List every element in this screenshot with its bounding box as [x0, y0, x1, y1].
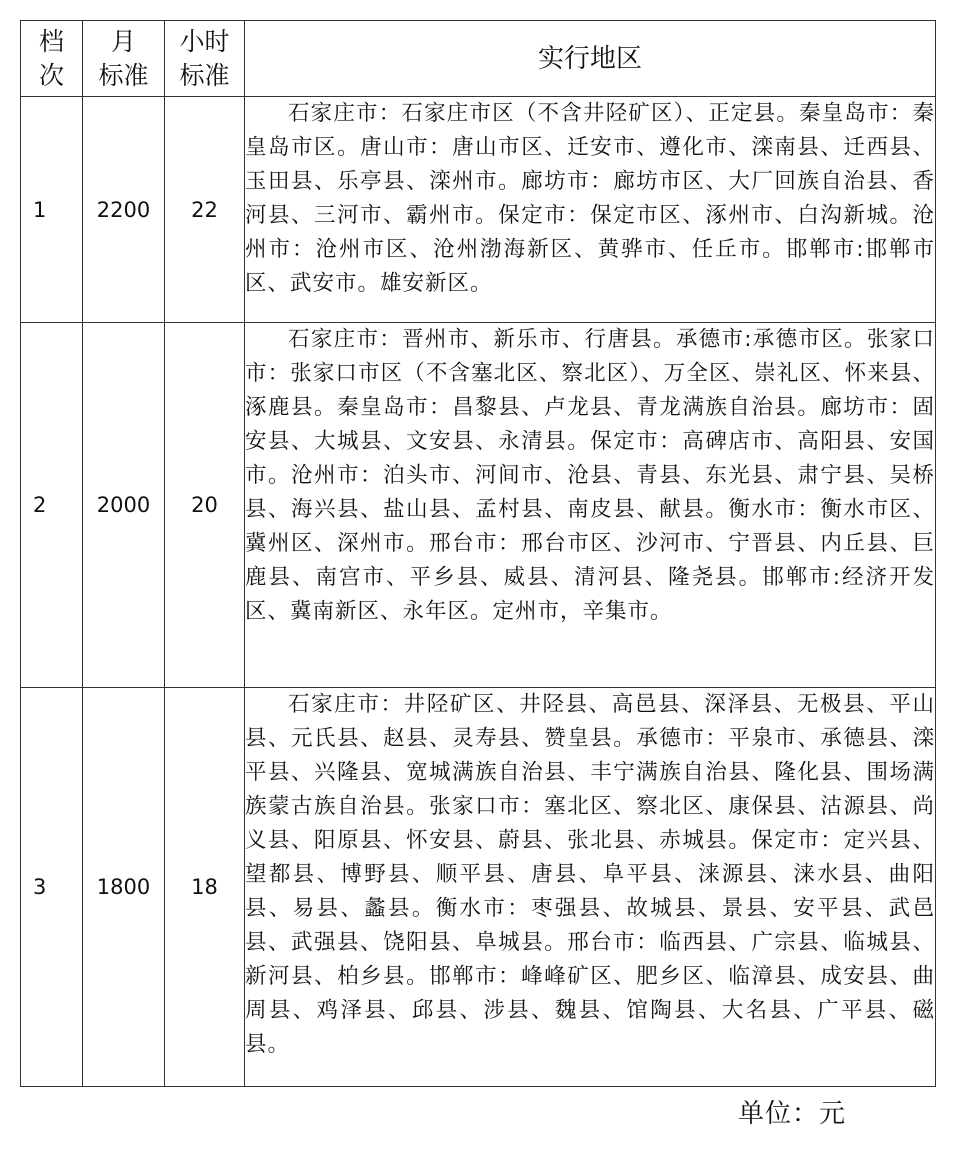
region-cell: 石家庄市：石家庄市区（不含井陉矿区）、正定县。秦皇岛市：秦皇岛市区。唐山市：唐山市区、迁安市、遵化市、滦南县、迁西县、玉田县、乐亭县、滦州市。廊坊市：廊坊市区、大厂回族自治县、香河县、三河市、霸州市。保定市：保定市区、涿州市、白沟新城。沧州市：沧州市区、沧州渤海新区、黄骅市、任丘市。邯郸市:邯郸市区、武安市。雄安新区。	[245, 97, 936, 323]
table-header-row	[21, 21, 936, 97]
tier-cell: 3	[21, 688, 83, 1087]
table-row	[21, 688, 936, 1087]
table-row	[21, 97, 936, 323]
header-tier-line2: 次	[38, 60, 64, 90]
tier-cell: 2	[21, 323, 83, 688]
tier-cell: 1	[21, 97, 83, 323]
header-monthly-line2: 标准	[98, 60, 149, 90]
header-region: 实行地区	[245, 21, 936, 97]
minimum-wage-table	[20, 20, 936, 1087]
hourly-standard-cell: 22	[165, 97, 245, 323]
header-hourly-line2: 标准	[179, 60, 230, 90]
unit-note: 单位：元	[738, 1099, 847, 1129]
hourly-standard-cell: 20	[165, 323, 245, 688]
header-tier	[21, 21, 83, 97]
header-tier-line1: 档	[38, 26, 64, 56]
header-hourly-standard	[165, 21, 245, 97]
header-hourly-line1: 小时	[179, 26, 230, 56]
hourly-standard-cell: 18	[165, 688, 245, 1087]
monthly-standard-cell: 2000	[83, 323, 165, 688]
region-cell: 石家庄市：井陉矿区、井陉县、高邑县、深泽县、无极县、平山县、元氏县、赵县、灵寿县、赞皇县。承德市：平泉市、承德县、滦平县、兴隆县、宽城满族自治县、丰宁满族自治县、隆化县、围场满族蒙古族自治县。张家口市：塞北区、察北区、康保县、沽源县、尚义县、阳原县、怀安县、蔚县、张北县、赤城县。保定市：定兴县、望都县、博野县、顺平县、唐县、阜平县、涞源县、涞水县、曲阳县、易县、蠡县。衡水市：枣强县、故城县、景县、安平县、武邑县、武强县、饶阳县、阜城县。邢台市：临西县、广宗县、临城县、新河县、柏乡县。邯郸市：峰峰矿区、肥乡区、临漳县、成安县、曲周县、鸡泽县、邱县、涉县、魏县、馆陶县、大名县、广平县、磁县。	[245, 688, 936, 1087]
monthly-standard-cell: 2200	[83, 97, 165, 323]
monthly-standard-cell: 1800	[83, 688, 165, 1087]
header-monthly-standard	[83, 21, 165, 97]
region-cell: 石家庄市：晋州市、新乐市、行唐县。承德市:承德市区。张家口市：张家口市区（不含塞北区、察北区）、万全区、崇礼区、怀来县、涿鹿县。秦皇岛市：昌黎县、卢龙县、青龙满族自治县。廊坊市：固安县、大城县、文安县、永清县。保定市：高碑店市、高阳县、安国市。沧州市：泊头市、河间市、沧县、青县、东光县、肃宁县、吴桥县、海兴县、盐山县、孟村县、南皮县、献县。衡水市：衡水市区、冀州区、深州市。邢台市：邢台市区、沙河市、宁晋县、内丘县、巨鹿县、南宫市、平乡县、威县、清河县、隆尧县。邯郸市:经济开发区、冀南新区、永年区。定州市，辛集市。	[245, 323, 936, 688]
header-monthly-line1: 月	[110, 26, 136, 56]
table-row	[21, 323, 936, 688]
